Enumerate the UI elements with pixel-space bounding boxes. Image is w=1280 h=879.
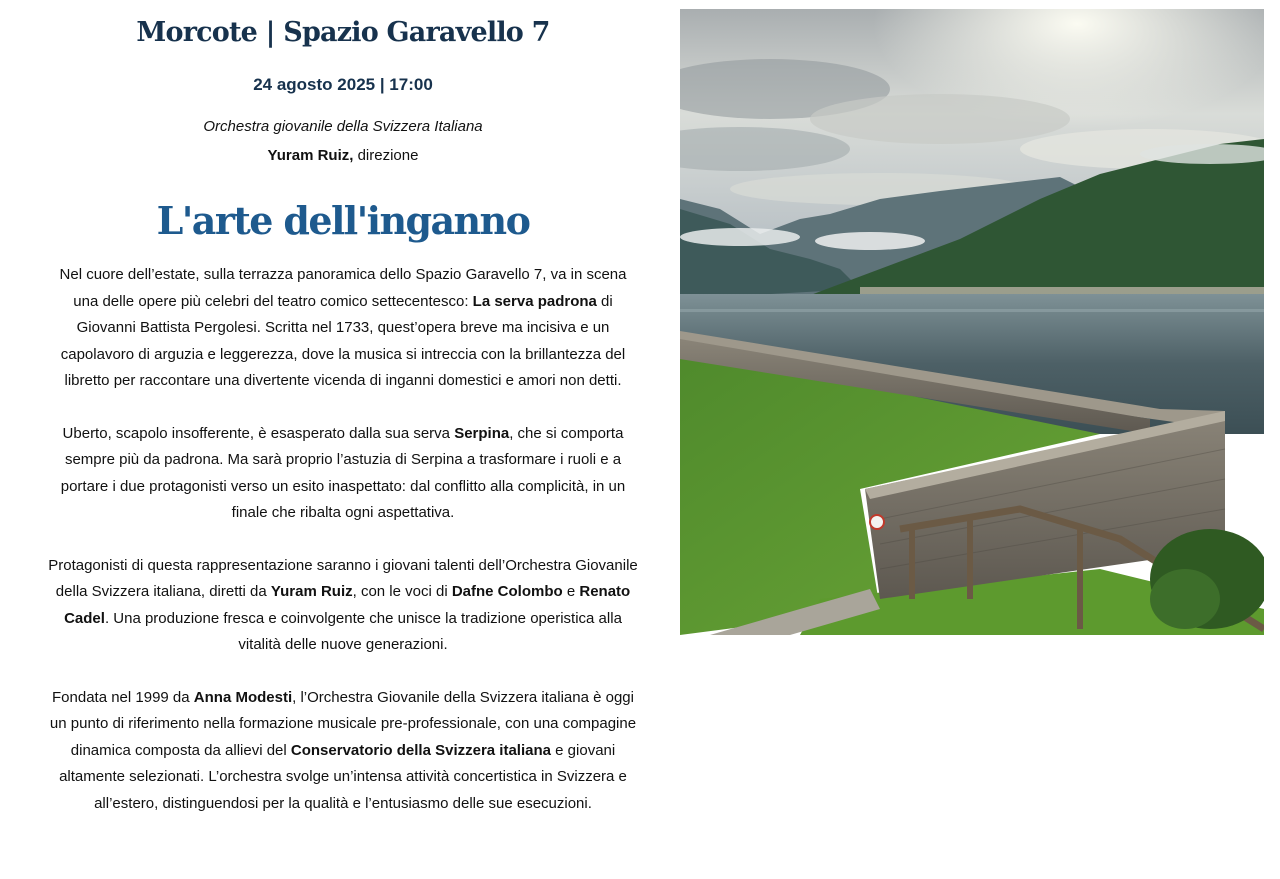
description-paragraph-1 [46, 262, 640, 395]
singer-name: Dafne Colombo [451, 583, 563, 600]
description-paragraph-4 [46, 685, 640, 818]
description-paragraph-3 [46, 553, 640, 659]
character-name: Serpina [454, 424, 510, 442]
singer-name: Renato Cadel [64, 583, 631, 627]
text-run: . Una produzione fresca e coinvolgente che unisce la tradizione operistica alla vitalità delle nuove generazioni. [104, 609, 622, 653]
event-date: 24 agosto 2025 | 17:00 [253, 75, 433, 94]
text-run: Uberto, scapolo insofferente, è esasperato dalla sua serva [62, 424, 455, 442]
orchestra-name: Orchestra giovanile della Svizzera Italiana [203, 118, 483, 135]
opera-title: La serva padrona [472, 292, 597, 310]
description-paragraph-2 [46, 421, 640, 527]
conductor-role: direzione [357, 147, 419, 164]
venue-title: Morcote | Spazio Garavello 7 [136, 17, 550, 48]
lake-terrace-illustration [680, 9, 1264, 635]
show-description [46, 262, 640, 843]
conservatory-name: Conservatorio della Svizzera italiana [290, 741, 551, 759]
text-run: di Giovanni Battista Pergolesi. Scritta nel 1733, quest’opera breve ma incisiva e un capolavoro di arguzia e leggerezza, dove la musica si intreccia con la brillantezza del libretto per raccontare una divertente vicenda di inganni domestici e amori non detti. [60, 292, 626, 389]
text-run: , l’Orchestra Giovanile della Svizzera italiana è oggi un punto di riferimento nella formazione musicale pre-professionale, con una compagine dinamica composta da allievi del [49, 688, 637, 759]
venue-photo [680, 9, 1264, 635]
text-run: Nel cuore dell’estate, sulla terrazza panoramica dello Spazio Garavello 7, va in scena una delle opere più celebri del teatro comico settecentesco: [59, 266, 627, 310]
conductor-line [46, 147, 640, 164]
text-run: , con le voci di [352, 583, 452, 600]
founder-name: Anna Modesti [193, 688, 293, 706]
text-run: e giovani altamente selezionati. L’orchestra svolge un’intensa attività concertistica in Svizzera e all’estero, distinguendosi per la qualità e l’entusiasmo delle sue esecuzioni. [59, 741, 627, 812]
text-run: e [562, 583, 580, 600]
text-run: Fondata nel 1999 da [52, 688, 194, 706]
show-title: L'arte dell'inganno [156, 198, 530, 243]
conductor-mention: Yuram Ruiz [270, 583, 353, 600]
text-run: Protagonisti di questa rappresentazione saranno i giovani talenti dell’Orchestra Giovanile della Svizzera italiana, diretti da [48, 556, 638, 600]
text-run: , che si comporta sempre più da padrona. Ma sarà proprio l’astuzia di Serpina a trasformare i ruoli e a portare i due protagonisti verso un esito inaspettato: dal conflitto alla complicità, in un finale che ribalta ogni aspettativa. [60, 424, 626, 521]
conductor-name: Yuram Ruiz, [267, 147, 354, 164]
